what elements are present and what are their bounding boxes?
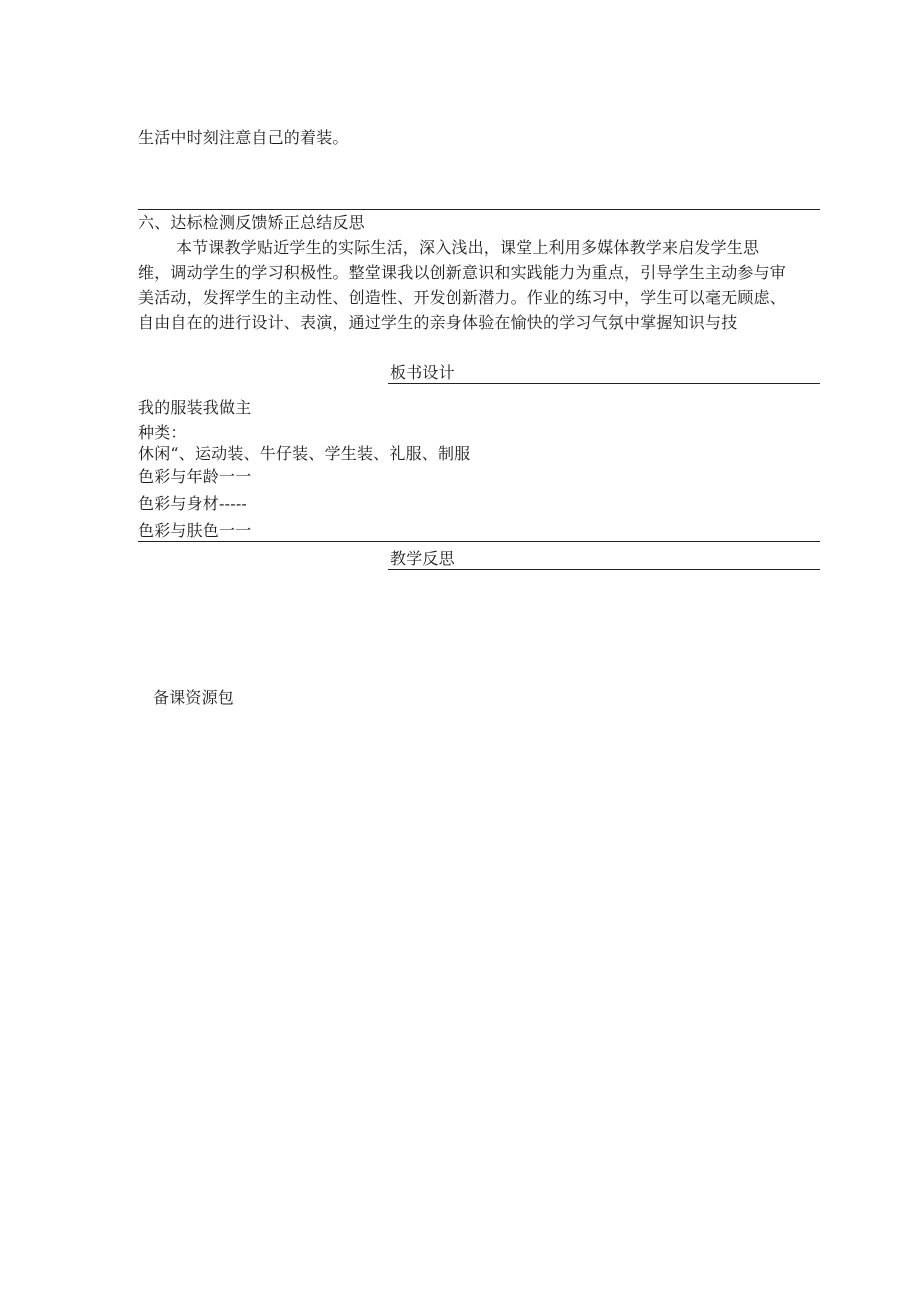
section-6-paragraph-line: 美活动，发挥学生的主动性、创造性、开发创新潜力。作业的练习中，学生可以毫无顾虑、 [138, 288, 787, 307]
board-design-title: 板书设计 [390, 363, 455, 382]
teaching-reflection-title: 教学反思 [390, 549, 455, 568]
intro-closing-line: 生活中时刻注意自己的着装。 [138, 128, 349, 147]
section-divider [138, 209, 820, 210]
section-6-paragraph-line: 自由自在的进行设计、表演，通过学生的亲身体验在愉快的学习气氛中掌握知识与技 [138, 313, 738, 332]
section-6-paragraph-line: 维，调动学生的学习积极性。整堂课我以创新意识和实践能力为重点，引导学生主动参与审 [138, 263, 787, 282]
resource-pack-label: 备课资源包 [153, 688, 235, 707]
board-design-line: 我的服装我做主 [138, 398, 252, 417]
board-design-line: 种类： [138, 423, 187, 442]
section-6-title: 六、达标检测反馈矫正总结反思 [138, 213, 365, 232]
teaching-reflection-underline [388, 569, 820, 570]
board-design-line: 色彩与年龄一一 [138, 467, 252, 486]
board-design-line: 色彩与肤色一一 [138, 521, 252, 540]
board-design-line: 休闲“、运动装、牛仔装、学生装、礼服、制服 [138, 444, 471, 463]
board-design-underline [388, 383, 820, 384]
board-design-line: 色彩与身材----- [138, 494, 248, 513]
section-divider [138, 541, 820, 542]
section-6-paragraph-line: 本节课教学贴近学生的实际生活，深入浅出，课堂上利用多媒体教学来启发学生思 [176, 238, 760, 257]
